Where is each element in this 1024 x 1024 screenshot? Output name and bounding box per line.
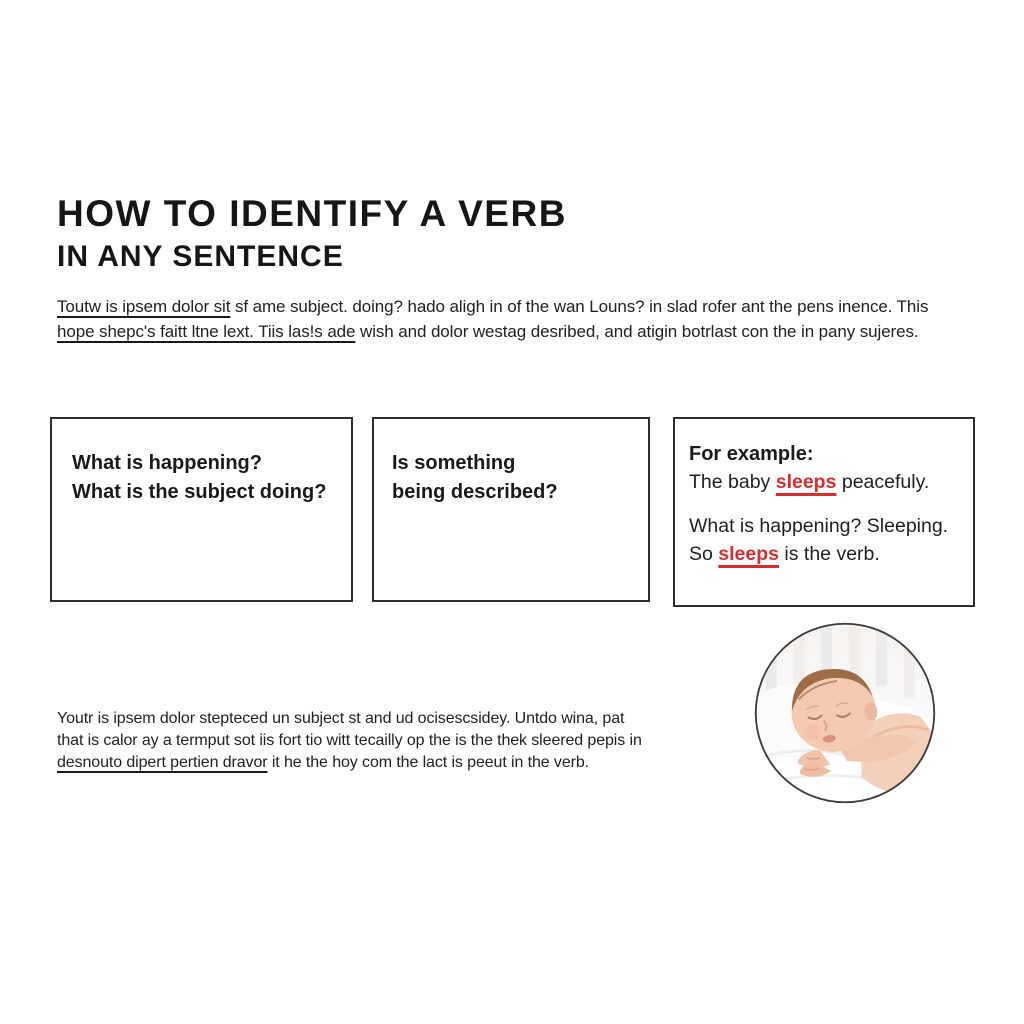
card-question-line: being described? — [392, 481, 558, 503]
intro-line-1: Toutw is ipsem dolor sit sf ame subject. doing? hado aligh in of the wan Louns? in slad rofer ant the pens inence. This — [57, 297, 929, 316]
example-sentence: The baby sleeps peacefuly. — [689, 471, 930, 493]
closing-line-2: that is calor ay a termput sot iis fort tio witt tecailly op the is the thek sleered pepis in — [57, 732, 642, 749]
intro-line-2: hope shepc's faitt ltne lext. Tiis las!s ade wish and dolor westag desribed, and atigin botrlast con the in pany sujeres. — [57, 322, 919, 341]
question-card-described — [372, 417, 650, 602]
example-explanation-1: What is happening? Sleeping. — [689, 515, 949, 537]
card-content — [675, 419, 973, 568]
page-subtitle: IN ANY SENTENCE — [57, 240, 344, 273]
closing-line-3: desnouto dipert pertien dravor it he the hoy com the lact is peeut in the verb. — [57, 754, 589, 771]
example-card — [673, 417, 975, 607]
question-card-happening — [50, 417, 353, 602]
example-explanation-2: So sleeps is the verb. — [689, 543, 880, 565]
page-title: HOW TO IDENTIFY A VERB — [57, 193, 567, 234]
card-question-line: What is happening? — [72, 452, 262, 474]
card-content — [374, 419, 648, 507]
title-block — [57, 192, 567, 276]
closing-paragraph — [57, 708, 737, 774]
example-heading: For example: — [689, 443, 814, 465]
intro-paragraph — [57, 294, 977, 344]
sleeping-baby-photo — [753, 621, 937, 805]
sleeping-baby-illustration — [753, 621, 937, 805]
card-question-line: Is something — [392, 452, 516, 474]
card-content — [52, 419, 351, 507]
closing-line-1: Youtr is ipsem dolor stepteced un subject st and ud ocisescsidey. Untdo wina, pat — [57, 710, 625, 727]
card-question-line: What is the subject doing? — [72, 481, 327, 503]
